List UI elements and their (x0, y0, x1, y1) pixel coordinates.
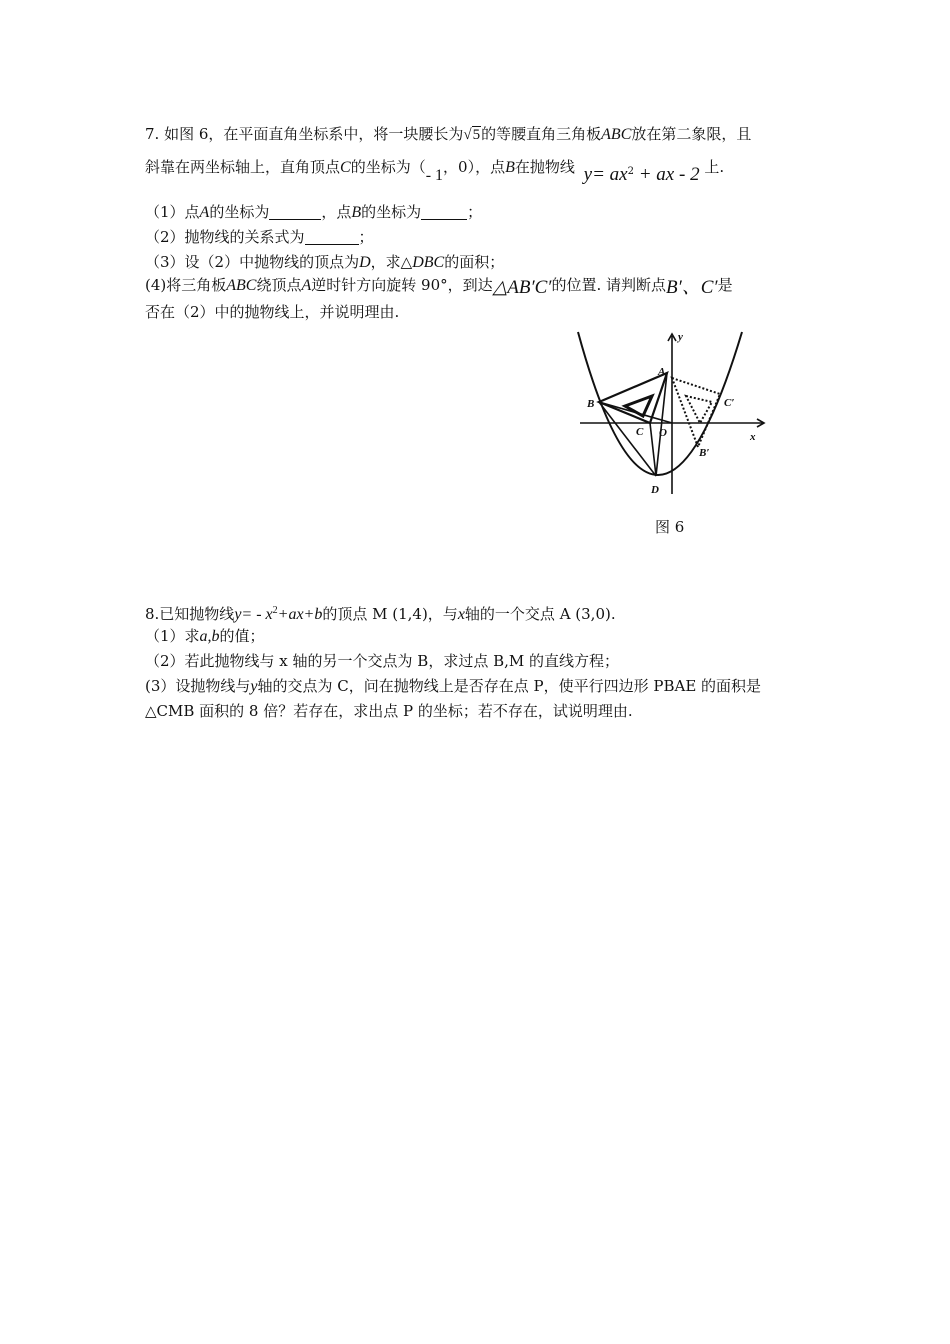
text: （3）设（2）中抛物线的顶点为 (145, 253, 360, 271)
inner-dotted-triangle (686, 396, 712, 423)
text: 8.已知抛物线 (145, 605, 235, 623)
eq-part: y (583, 164, 593, 185)
q8-subq-3-cont (145, 701, 633, 721)
label-d: D (651, 484, 659, 496)
q8-subq-3 (145, 676, 761, 697)
coord-value: - 1 (425, 167, 444, 184)
sqrt-symbol: √5 (463, 127, 481, 143)
q8-subq-1 (145, 626, 265, 647)
text: 的坐标为 (361, 203, 422, 221)
q7-subq-1 (145, 202, 482, 223)
point-label: B (351, 204, 362, 221)
q7-subq-4 (145, 275, 733, 296)
triangle-name: DBC (412, 254, 445, 271)
rotated-triangle: △AB′C′ (492, 277, 552, 298)
text: (3）设抛物线与 (145, 677, 251, 695)
text: ； (467, 203, 483, 221)
text: 轴的交点为 C，问在抛物线上是否存在点 P，使平行四边形 PBAE 的面积是 (257, 677, 762, 695)
text: 的坐标为 (209, 203, 270, 221)
triangle-name: ABC (226, 277, 257, 294)
text: 的位置. 请判断点 (551, 276, 666, 294)
text: ，0），点 (443, 158, 506, 176)
label-b-prime: B′ (699, 447, 710, 459)
axis-var: y (250, 678, 258, 695)
q7-subq-3 (145, 252, 504, 273)
text: （1）求 (145, 627, 200, 645)
eq-part: = ax (592, 164, 628, 185)
eq-part: +ax+b (277, 606, 323, 623)
triangle-name: ABC (601, 126, 632, 143)
figure-caption: 图 6 (655, 518, 685, 536)
answer-blank (421, 204, 467, 220)
text: 7. 如图 6，在平面直角坐标系中，将一块腰长为 (145, 125, 464, 143)
text: 上. (704, 158, 725, 176)
text: 的值； (219, 627, 265, 645)
text: ； (358, 228, 374, 246)
figure-6-graph (572, 328, 772, 498)
text: （1）点 (145, 203, 200, 221)
text: （2）若此抛物线与 x 轴的另一个交点为 B，求过点 B,M 的直线方程； (145, 652, 620, 670)
point-label: A (301, 277, 312, 294)
label-b: B (587, 398, 595, 410)
label-c-prime: C′ (724, 397, 735, 409)
axis-var: x (457, 606, 465, 623)
answer-blank (269, 204, 321, 220)
label-o: O (659, 427, 667, 439)
point-label: C (340, 159, 351, 176)
point-label: B (505, 159, 515, 176)
exponent: 2 (272, 605, 278, 616)
text: 在抛物线 (514, 158, 575, 176)
q7-line-2 (145, 154, 725, 185)
text: （2）抛物线的关系式为 (145, 228, 305, 246)
text: 的等腰直角三角板 (481, 125, 602, 143)
text: 的坐标为（ (350, 158, 426, 176)
label-a: A (658, 366, 666, 378)
point-label: D (359, 254, 371, 271)
exponent: 2 (627, 166, 634, 177)
text: 逆时针方向旋转 90°，到达 (311, 276, 493, 294)
eq-part: y= - x (234, 606, 273, 623)
text: 的顶点 M (1,4)，与 (322, 605, 458, 623)
parabola-equation (584, 166, 705, 184)
label-c: C (636, 426, 644, 438)
text: 否在（2）中的抛物线上，并说明理由. (145, 303, 400, 321)
text: ，点 (321, 203, 352, 221)
text: 绕顶点 (256, 276, 302, 294)
text: 的面积； (444, 253, 505, 271)
segment-bo (599, 402, 672, 423)
label-y: y (678, 331, 683, 343)
q7-subq-4-cont (145, 302, 399, 322)
segment-cd (650, 423, 656, 476)
answer-blank (305, 229, 359, 245)
text: 是 (717, 276, 733, 294)
text: 轴的一个交点 A (3,0). (464, 605, 616, 623)
q7-subq-2 (145, 227, 374, 247)
q8-subq-2 (145, 651, 619, 671)
q8-line-1 (145, 601, 616, 625)
text: (4)将三角板 (145, 276, 227, 294)
text: ，求△ (370, 253, 413, 271)
vars: a,b (199, 628, 220, 645)
text: 斜靠在两坐标轴上，直角顶点 (145, 158, 341, 176)
label-x: x (750, 431, 756, 443)
q7-line-1 (145, 124, 751, 145)
text: △CMB 面积的 8 倍？若存在，求出点 P 的坐标；若不存在，试说明理由. (145, 702, 633, 720)
sqrt-radicand: 5 (472, 127, 481, 143)
point-label: A (199, 204, 210, 221)
eq-part: + ax - 2 (633, 164, 700, 185)
points-label: B′、C′ (665, 277, 718, 298)
text: 放在第二象限，且 (631, 125, 752, 143)
